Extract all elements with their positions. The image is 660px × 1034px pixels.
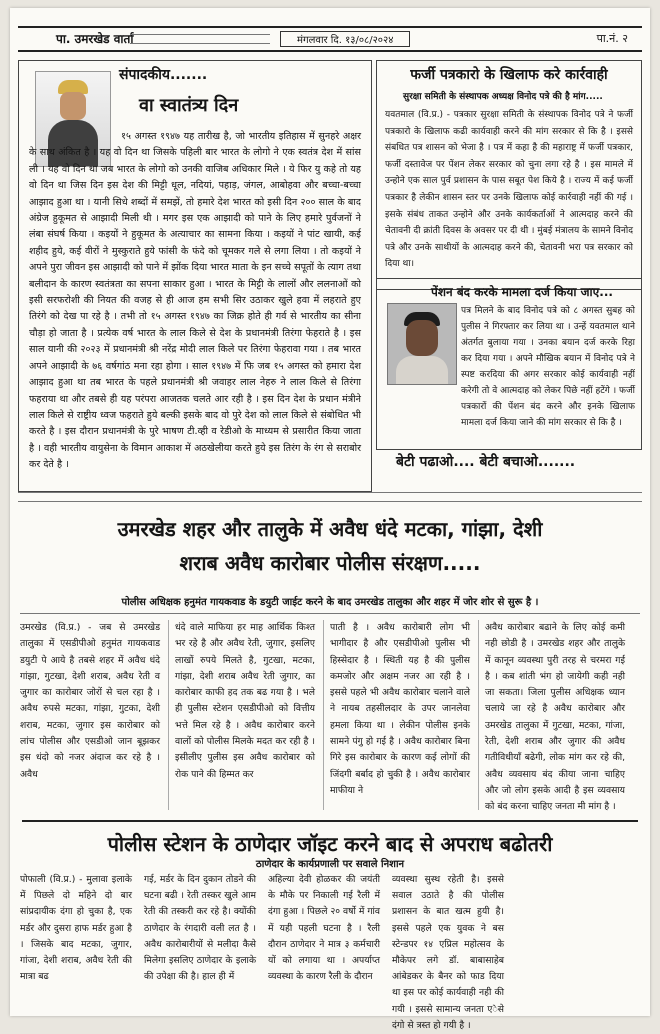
page-number: पा.नं. २ — [596, 32, 628, 45]
fake-journalists-text: यवतमाल (वि.प्र.) - पत्रकार सुरक्षा समिती के संस्थापक विनोद पत्रे ने फर्जी पत्रकारो के खिलाफ कढी कार्यवाही करने की मांग सरकार से कि है । इससे संबधित पत्र शासन को भेजा है । पत्र में कहा है की महाराष्ट्र में फर्जी पत्रकार, फर्जी दस्तावेज पर पेंशन लेकर सरकार को चुना लगा रहे है । इस मामले में उन्होने एक साल पुर्व प्रशासन के पास सबूत पेश किये है । राज्य में कई फर्जी पत्रकार है लेकीन शासन स्तर पर उनके खिलाफ कोई कार्रवाही नहीं की गई । इसके संबंध ताकत उन्होने और उनके कार्यकर्ताओं ने आत्मदाह करने की चेतावनी दी क्रांती दिवस के अवसर पर दी थी । मुंबई मंत्रालय के सामने विनोद पत्रे और उनके साथीयों के आत्मदाह करने की, चेतावनी भरा पत्र सरकार को दिया था। — [385, 110, 633, 270]
editorial-box — [18, 60, 372, 492]
editorial-title: वा स्वातंत्र्य दिन — [139, 95, 239, 116]
article2-columns — [20, 620, 640, 820]
page-header — [18, 26, 642, 52]
editorial-lead: १५ अगस्त १९४७ यह तारीख है, जो भारतीय इतिहास में सुनहरे — [121, 131, 340, 142]
article3-column: व्यवस्था सुस्थ रहेती है। इससे सवाल उठाते है की पोलीस प्रशासन के बात खत्म हुयी है। इससे पहले एक युवक ने बस स्टेन्डपर १४ एप्रिल महोत्सव के मौकेपर लगे डॉ. बाबासाहेब आंबेडकर के बैनर को फाड दिया था इस पर कोई कार्यवाही नही की गयी । इससे सामान्य जनता एेसे दंगो से त्रस्त हो गयी है । — [392, 874, 504, 1031]
article3-headline: पोलीस स्टेशन के ठाणेदार जॉइट करने बाद से अपराध बढोतरी — [22, 820, 638, 857]
column-rule — [478, 620, 479, 810]
slogan: बेटी पढाओ.... बेटी बचाओ....... — [396, 454, 576, 470]
editorial-body: अक्षर के साथ अंकित है । यह वो दिन था जिसके पहिली बार भारत के लोगो ने एक स्वतंत्र देश में सांस ली । यह वो दिन था जब भारत के लोगो को उनकी वाजिब अधिकार मिले । ये फिर यु कहे तो यह वो दिन था जिस दिन इस देश की मिट्टी धूल, नदियां, पहाड़, जंगल, आबोहवा और बच्चा-बच्चा आझाद हुआ था । यानी सिधे शब्दों में समझें, तो हमारे देश भारत को इसी दिन २०० साल के बाद अंग्रेज हुकूमत से आझादी मिली थी । मगर इस एक आझादी को पाने के लिए हमारे पुर्वजनों ने लंबा संघर्ष किया । कइयों ने हुकूमत के अत्याचार का सामना किया । कइयों ने पांट खायी, कई शहीद हुये, कई वीरों ने मुस्कुराते हुये फांसी के फंदे को चूमकर गले से लगा लिया । तो कइयों ने अपने पुरा जीवन इस आझादी को पाने में झोंक दिया भारत माता के इन सच्चे सपूतों के त्याग तथा बलीदान के कारण स्वतंत्रता का सपना साकार हुआ । भारत के मिट्टी के लालों और ललनाओं को इसी सरफरोशी की नियत की वजह से ही आज हम सभी सिर उठाकर खुले हवा में लहराते हुए तिरंगे को देख पा रहे है । तभी तो १५ अगस्त १९४७ का जिक्र होते ही गर्व से भारतीय का सीना चौड़ा हो जाता है । प्रत्येक वर्ष भारत के लाल किले से देश के प्रधानमंत्री तिरंगा फेहराते है । इस साल यानी की २०२३ में प्रधानमंत्री श्री नरेंद्र मोदी लाल किले पर तिरंगा फेहरावा गया । तब भारत अपने आझादी के ७६ वर्षगांठ मना रहा होगा । साल १९४७ में फि जब १५ अगस्त को हमारा देश आझाद हुआ था तब भारत के पहले प्रधानमंत्री श्री जवाहर लाल नेहरु ने लाल किले से तिरंगा फहराया था और तबसे ही यह परंपरा आजतक चलते आर रही है । इस दिन देश के प्रधान मंत्रीने लाल किले से राष्ट्रीय ध्वज फहराते हुये बल्की इसके बाद वो पुरे देश को लाल किले से संबोधित भी करते है । इस दौरान प्रधानमंत्री के पुरे भाषण टी.व्ही व रेडीओ के माध्यम से प्रसारीत किया जाता है । वही भारतीय वायुसेना के विमान आकाश में अठखेलीया करते हुये इस तिरंग के रंग से सराबोर कर देते है । — [29, 131, 361, 471]
issue-date: मंगलवार दि. १३/०८/२०२४ — [280, 31, 410, 47]
photo-body — [396, 356, 448, 384]
article2-headline-line1: उमरखेड शहर और तालुके में अवैध धंदे मटका, गांझा, देशी — [117, 517, 543, 541]
article2-subhead: पोलीस अधिक्षक हनुमंत गायकवाड के डयुटी जाईट करने के बाद उमरखेड तालुका और शहर में जोर शोर से सुरू है । — [20, 594, 640, 614]
person-photo — [387, 303, 457, 385]
article2-column: उमरखेड (वि.प्र.) - जब से उमरखेड तालुका में एसडीपीओ हनुमंत गायकवाड डयुटी पे आये है तबसे शहर में अवैध धंदे गांझा, गुटखा, देशी शराब, अवैध रेती व जुगार का कारोबार जोरों से चल रहा है । अवैध रुपसे मटका, गांझा, गुटका, देशी शराब, मटका, जुगार इस कारोबार को लांच पोलीस और एसडीओ जान बूझकर इस धंदो को नजर अंदाज कर रहे है । अवैध — [20, 622, 160, 780]
fake-journalists-box — [376, 60, 642, 290]
article3-column: अहिल्या देवी होळकर की जयंती के मौके पर निकाली गई रैली में दंगा हुआ । पिछले २० वर्षो में गांव में यही पहली घटना है । रैली दौरान ठाणेदार ने मात्र ३ कर्मचारी यों को लगाया था । अपर्याप्त व्यवस्था के कारण रैली के दौरान — [268, 874, 380, 983]
photo-face — [60, 92, 86, 120]
article3-column: गई, मर्डर के दिन दुकान तोडने की घटना बढी । रेती तस्कर खुले आम रेती की तस्करी कर रहे है। क्योंकी ठाणेदार के रंगदारी वली लत है । अवैध कारोबारीयों से मलीदा कैसे मिलेगा इसलिए ठाणेदार के इलाके की उपेक्षा की है। हाल ही में — [144, 874, 256, 983]
fake-journalists-title: फर्जी पत्रकारो के खिलाफ करे कार्रवाही — [410, 67, 608, 83]
newspaper-page — [10, 8, 650, 1031]
column-rule — [323, 620, 324, 810]
article2-column: पाती है । अवैध कारोबारी लोग भी भागीदार है और एसडीपीओ पुलीस भी हिस्सेदार है । स्थिती यह है की पुलीस कमजोर और अक्षम नजर आ रही है । इससे पहले भी अवैध कारोबार चलाने वाले ने नायब तहसीलदार के उपर जानलेवा हमला किया था । लेकीन पोलीस इनके सामने पंगु हो गई है । अवैध कारोबार बिना गिरे इस कारोबार के कारण कई लोगों की जिंदगी बर्बाद हो चुकी है । अवैध कारोबार माफीया ने — [330, 622, 470, 796]
column-rule — [168, 620, 169, 810]
newspaper-name: पा. उमरखेड वार्ता — [56, 32, 134, 46]
editorial-text — [29, 129, 361, 481]
pension-case-text: पत्र मिलने के बाद विनोद पत्रे को ८ अगस्त सुबह को पुलीस ने गिरफ्तार कर लिया था । उन्हें यवतमाल थाने अंतर्गत बुलाया गया । उनका बयान दर्ज करके रिहा कर दिया गया । अपने मौखिक बयान में विनोद पत्रे ने स्पष्ट करदिया की अगर सरकार कोई कार्यवाही नहीं करेगी तो वे आत्मदाह को लेकर पिछे नहीं हटेंगे । फर्जी पत्रकारों की पेंशन बंद करने और इनके खिलाफ मामला दर्ज किया जाने की मांग सरकार से कि है । — [461, 306, 635, 428]
fake-journalists-subtitle: सुरक्षा समिती के संस्थापक अध्यक्ष विनोद पत्रे की है मांग..... — [403, 92, 603, 102]
article2-headline-line2: शराब अवैध कारोबार पोलीस संरक्षण..... — [179, 551, 481, 575]
article2-column: अवैध कारोबार बढाने के लिए कोई कमी नही छोडी है । उमरखेड शहर और तालुके में कानून व्यवस्था पुरी तरह से चरमरा गई है । कब शांती भंग हो जायेगी कही नही जा सकता। जिला पुलीस अधिक्षक ध्यान चलाये जा रहे है अवैध कारोबार और उमरखेड तालुका में गुटखा, मटका, गांजा, रेती, देशी शराब और जुगार की अवैध गतीविधीयाँ बढेगी, लोक मांग कर रहे की, अवैध व्यवसाय बंद कीया जाना चाहिए और जो लोग इसके आदी है इस व्यवसाय को बंद करना चाहिए जनता मी मांग है । — [485, 622, 625, 813]
article3-columns — [20, 872, 640, 1031]
section-separator — [18, 492, 642, 502]
article3-column: पोफाली (वि.प्र.) - मुलावा इलाके में पिछले दो महिने दो बार सांप्रदायीक दंगा हो चुका है, एक मर्डर और दुसरा हाफ मर्डर हुआ है । जिसके बाद मटका, जुगार, गांजा, देशी शराब, अवैध रेती की मात्रा बढ — [20, 874, 132, 983]
photo-face — [406, 320, 438, 356]
article3-subhead: ठाणेदार के कार्यप्रणाली पर सवाले निशान — [255, 859, 405, 870]
pension-case-title: पेंशन बंद करके मामला दर्ज किया जाए... — [431, 285, 613, 299]
editorial-kicker: संपादकीय....... — [119, 67, 208, 83]
header-decoration — [130, 34, 270, 44]
pension-case-box — [376, 278, 642, 450]
article2-column: धंदे वाले माफिया हर माह आर्थिक किश्त भर रहे है और अवैध रेती, जुगार, इसलिए लाखों रुपये मिलते है, गुटखा, मटका, गांझा, देशी शराब अवैध रेती जुगार, का कारोबार काफी हद तक बढ गया है । भले ही पुलीस स्टेशन एसडीपीओ को वित्तीय भत्ते मिल रहे है । अवैध कारोबार करने वालों को पोलीस मिलके मदत कर रही है । इसीलीए पुलीस इस अवैध कारोबार को रोक पाने की हिम्मत कर — [175, 622, 315, 780]
